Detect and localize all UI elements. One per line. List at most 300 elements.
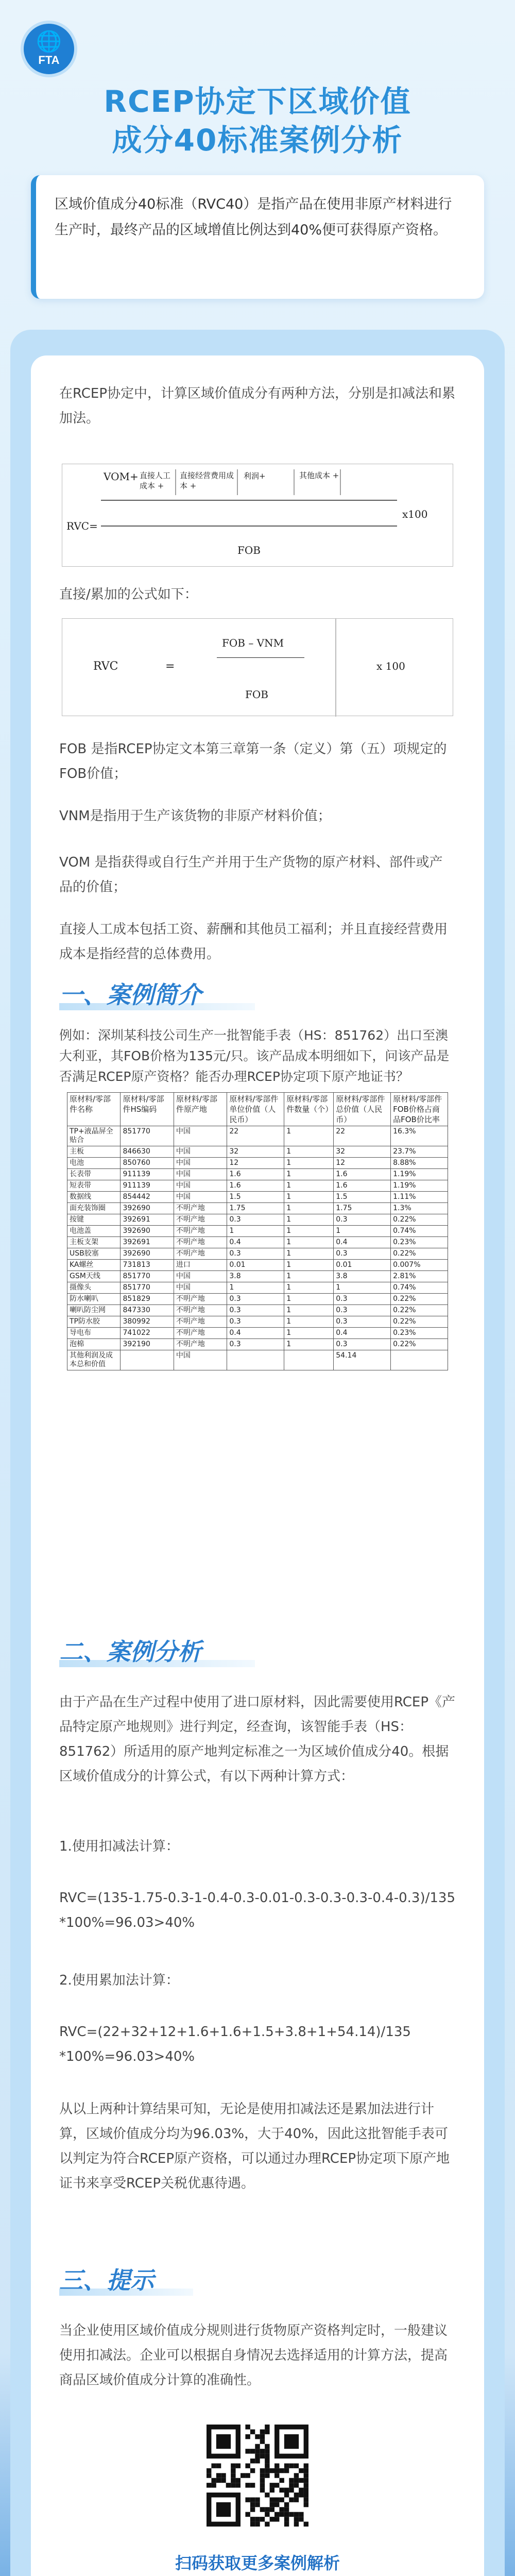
- qr-module: [260, 2473, 265, 2478]
- qr-module: [207, 2473, 211, 2478]
- qr-module: [299, 2488, 303, 2493]
- qr-module: [245, 2425, 250, 2429]
- qr-module: [255, 2517, 260, 2521]
- table-header-row: [67, 1093, 448, 1126]
- qr-module: [250, 2522, 255, 2527]
- table-row: [67, 1203, 448, 1214]
- qr-module: [260, 2478, 265, 2483]
- qr-module: [294, 2497, 299, 2502]
- methods-intro: 在RCEP协定中，计算区域价值成分有两种方法，分别是扣减法和累加法。: [59, 386, 456, 426]
- table-cell: 851770: [121, 1282, 174, 1294]
- table-row: [67, 1169, 448, 1180]
- qr-module: [265, 2463, 269, 2468]
- f1-profit: 利润+: [244, 471, 266, 481]
- qr-module: [304, 2468, 308, 2473]
- table-cell: 12: [334, 1158, 391, 1169]
- table-cell: 0.3: [334, 1305, 391, 1316]
- table-cell: 1: [284, 1169, 334, 1180]
- qr-module: [255, 2444, 260, 2449]
- table-cell: 3.8: [227, 1271, 284, 1282]
- table-cell: 不明产地: [174, 1237, 227, 1248]
- table-cell: 847330: [121, 1305, 174, 1316]
- table-cell: 0.22%: [391, 1316, 448, 1328]
- table-cell: [227, 1350, 284, 1370]
- qr-module: [274, 2468, 279, 2473]
- table-cell: 0.4: [227, 1328, 284, 1339]
- table-cell: 防水喇叭: [67, 1294, 121, 1305]
- logo-text: FTA: [38, 54, 60, 66]
- qr-module: [270, 2502, 274, 2507]
- qr-module: [294, 2483, 299, 2487]
- f1-lhs: RVC=: [66, 520, 98, 532]
- qr-module: [245, 2483, 250, 2487]
- table-cell: 其他利润及成本总和价值: [67, 1350, 121, 1370]
- qr-module: [274, 2502, 279, 2507]
- table-cell: [121, 1350, 174, 1370]
- table-cell: 1.75: [227, 1203, 284, 1214]
- table-cell: 0.3: [334, 1316, 391, 1328]
- table-cell: 1: [284, 1305, 334, 1316]
- qr-module: [260, 2449, 265, 2453]
- table-cell: 主板支架: [67, 1237, 121, 1248]
- qr-module: [265, 2522, 269, 2527]
- qr-module: [284, 2517, 289, 2521]
- table-cell: 0.3: [227, 1339, 284, 1350]
- table-cell: 392690: [121, 1226, 174, 1237]
- table-cell: 不明产地: [174, 1214, 227, 1226]
- qr-module: [284, 2522, 289, 2527]
- qr-module: [304, 2463, 308, 2468]
- table-cell: 0.23%: [391, 1237, 448, 1248]
- table-cell: 进口: [174, 1260, 227, 1271]
- qr-module: [279, 2488, 284, 2493]
- qr-module: [221, 2478, 226, 2483]
- table-cell: 摄像头: [67, 1282, 121, 1294]
- table-cell: 中国: [174, 1282, 227, 1294]
- table-cell: USB胶塞: [67, 1248, 121, 1260]
- table-cell: 短表带: [67, 1180, 121, 1192]
- qr-module: [265, 2468, 269, 2473]
- qr-caption: 扫码获取更多案例解析: [175, 2553, 340, 2573]
- section-title: 二、案例分析: [59, 1638, 201, 1666]
- table-cell: 0.007%: [391, 1260, 448, 1271]
- table-cell: 1: [284, 1180, 334, 1192]
- table-cell: 中国: [174, 1350, 227, 1370]
- section-case-intro: [59, 976, 201, 1018]
- qr-module: [216, 2473, 221, 2478]
- qr-module: [260, 2454, 265, 2459]
- qr-module: [304, 2483, 308, 2487]
- section-case-analysis: [59, 1633, 201, 1674]
- qr-module: [279, 2468, 284, 2473]
- table-cell: 851770: [121, 1271, 174, 1282]
- qr-module: [294, 2512, 299, 2517]
- table-cell: 0.3: [227, 1214, 284, 1226]
- qr-module: [236, 2483, 241, 2487]
- qr-module: [245, 2512, 250, 2517]
- table-cell: 16.3%: [391, 1126, 448, 1146]
- table-row: [67, 1180, 448, 1192]
- table-cell: 1.6: [334, 1169, 391, 1180]
- table-cell: 1: [334, 1282, 391, 1294]
- table-cell: 1: [284, 1260, 334, 1271]
- qr-module: [260, 2429, 265, 2434]
- table-row: [67, 1339, 448, 1350]
- table-cell: 1.6: [227, 1169, 284, 1180]
- table-cell: 不明产地: [174, 1294, 227, 1305]
- table-cell: 1: [284, 1237, 334, 1248]
- table-cell: 中国: [174, 1169, 227, 1180]
- table-cell: 2.81%: [391, 1271, 448, 1282]
- table-cell: KA螺丝: [67, 1260, 121, 1271]
- table-cell: 392691: [121, 1237, 174, 1248]
- qr-module: [294, 2522, 299, 2527]
- qr-module: [255, 2449, 260, 2453]
- qr-module: [279, 2507, 284, 2512]
- qr-module: [304, 2488, 308, 2493]
- qr-module: [304, 2502, 308, 2507]
- col-header: 原材料/零部件名称: [67, 1093, 121, 1126]
- col-header: 原材料/零部件原产地: [174, 1093, 227, 1126]
- qr-module: [299, 2493, 303, 2497]
- table-cell: 731813: [121, 1260, 174, 1271]
- table-cell: 854442: [121, 1192, 174, 1203]
- def-fob: FOB 是指RCEP协定文本第三章第一条（定义）第（五）项规定的FOB价值；: [59, 741, 447, 782]
- qr-module: [211, 2478, 216, 2483]
- qr-module: [216, 2463, 221, 2468]
- section-title: 一、案例简介: [59, 981, 201, 1009]
- qr-module: [255, 2497, 260, 2502]
- table-cell: 0.01: [334, 1260, 391, 1271]
- qr-module: [265, 2454, 269, 2459]
- qr-module: [279, 2512, 284, 2517]
- calc1-title: 1.使用扣减法计算：: [59, 1839, 179, 1854]
- table-cell: 1.6: [227, 1180, 284, 1192]
- qr-module: [294, 2473, 299, 2478]
- table-cell: 0.3: [227, 1294, 284, 1305]
- table-cell: 数据线: [67, 1192, 121, 1203]
- table-cell: 中国: [174, 1192, 227, 1203]
- table-cell: 0.22%: [391, 1248, 448, 1260]
- qr-module: [231, 2483, 235, 2487]
- table-cell: 911139: [121, 1169, 174, 1180]
- page-title-line2: 成分40标准案例分析: [112, 123, 403, 158]
- table-cell: 按键: [67, 1214, 121, 1226]
- formula-buildup: [62, 618, 453, 716]
- qr-module: [304, 2522, 308, 2527]
- table-cell: 1.19%: [391, 1169, 448, 1180]
- table-cell: 1: [284, 1294, 334, 1305]
- table-cell: 1.19%: [391, 1180, 448, 1192]
- f1-mult: x100: [402, 508, 428, 520]
- qr-module: [284, 2502, 289, 2507]
- table-cell: 12: [227, 1158, 284, 1169]
- table-cell: 1: [284, 1248, 334, 1260]
- qr-module: [284, 2512, 289, 2517]
- table-cell: 0.3: [334, 1248, 391, 1260]
- table-cell: 0.3: [334, 1214, 391, 1226]
- qr-module: [289, 2483, 294, 2487]
- qr-module: [245, 2473, 250, 2478]
- qr-module: [265, 2512, 269, 2517]
- qr-module: [304, 2478, 308, 2483]
- table-row: [67, 1126, 448, 1146]
- table-cell: 0.74%: [391, 1226, 448, 1237]
- col-header: 原材料/零部件总价值（人民币）: [334, 1093, 391, 1126]
- qr-module: [255, 2522, 260, 2527]
- table-cell: 846630: [121, 1146, 174, 1158]
- table-cell: 1: [284, 1158, 334, 1169]
- table-cell: 1: [284, 1328, 334, 1339]
- qr-module: [270, 2468, 274, 2473]
- table-cell: 911139: [121, 1180, 174, 1192]
- table-cell: 1: [284, 1146, 334, 1158]
- qr-module: [299, 2512, 303, 2517]
- def-vom: VOM 是指获得或自行生产并用于生产货物的原产材料、部件或产品的价值；: [59, 855, 443, 895]
- table-cell: 电池盖: [67, 1226, 121, 1237]
- qr-module: [236, 2463, 241, 2468]
- conclusion-text: 从以上两种计算结果可知，无论是使用扣减法还是累加法进行计算，区域价值成分均为96.03%，大于40%，因此这批智能手表可以判定为符合RCEP原产资格，可以通过办理RCEP协定项下原产地证书来享受RCEP关税优惠待遇。: [59, 2102, 450, 2191]
- table-row: [67, 1316, 448, 1328]
- table-cell: [284, 1350, 334, 1370]
- table-cell: 0.3: [227, 1248, 284, 1260]
- qr-module: [231, 2473, 235, 2478]
- qr-module: [211, 2483, 216, 2487]
- qr-module: [260, 2483, 265, 2487]
- qr-module: [260, 2488, 265, 2493]
- table-cell: 380992: [121, 1316, 174, 1328]
- f2-fraction-line: [217, 657, 304, 658]
- cost-table: [67, 1092, 448, 1370]
- qr-module: [274, 2517, 279, 2521]
- table-cell: 0.3: [227, 1305, 284, 1316]
- table-cell: 0.22%: [391, 1214, 448, 1226]
- table-cell: 0.3: [227, 1316, 284, 1328]
- qr-module: [265, 2493, 269, 2497]
- qr-module: [260, 2468, 265, 2473]
- qr-module: [265, 2459, 269, 2463]
- table-cell: 1.5: [334, 1192, 391, 1203]
- case-text: 例如：深圳某科技公司生产一批智能手表（HS：851762）出口至澳大利亚，其FOB价格为135元/只。该产品成本明细如下，问该产品是否满足RCEP原产资格？能否办理RCEP协定项下原产地证书？: [59, 1028, 450, 1084]
- qr-module: [299, 2517, 303, 2521]
- table-row: [67, 1158, 448, 1169]
- table-row: [67, 1214, 448, 1226]
- table-cell: 1: [334, 1226, 391, 1237]
- qr-module: [250, 2429, 255, 2434]
- table-cell: 导电布: [67, 1328, 121, 1339]
- qr-module: [270, 2517, 274, 2521]
- qr-module: [284, 2488, 289, 2493]
- table-cell: 0.4: [227, 1237, 284, 1248]
- qr-module: [274, 2512, 279, 2517]
- table-cell: 851829: [121, 1294, 174, 1305]
- qr-module: [250, 2449, 255, 2453]
- qr-module: [211, 2463, 216, 2468]
- f2-numerator: FOB – VNM: [222, 637, 284, 649]
- table-cell: 电池: [67, 1158, 121, 1169]
- analysis-text: 由于产品在生产过程中使用了进口原材料，因此需要使用RCEP《产品特定原产地规则》进行判定，经查询，该智能手表（HS：851762）所适用的原产地判定标准之一为区域价值成分40。根据区域价值成分的计算公式，有以下两种计算方式：: [59, 1694, 456, 1784]
- qr-module: [265, 2507, 269, 2512]
- table-cell: 392690: [121, 1203, 174, 1214]
- table-row: [67, 1248, 448, 1260]
- qr-module: [299, 2478, 303, 2483]
- table-cell: 392190: [121, 1339, 174, 1350]
- table-cell: 0.3: [334, 1339, 391, 1350]
- table-body: [67, 1126, 448, 1370]
- qr-module: [274, 2463, 279, 2468]
- table-cell: 1: [284, 1214, 334, 1226]
- table-cell: 1: [227, 1282, 284, 1294]
- col-header: 原材料/零部件数量（个）: [284, 1093, 334, 1126]
- section-tips: [59, 2262, 154, 2303]
- qr-module: [284, 2507, 289, 2512]
- qr-module: [279, 2478, 284, 2483]
- table-cell: 392690: [121, 1248, 174, 1260]
- table-cell: 1: [284, 1226, 334, 1237]
- table-cell: TP+液晶屏全贴合: [67, 1126, 121, 1146]
- table-cell: 1.11%: [391, 1192, 448, 1203]
- table-cell: 3.8: [334, 1271, 391, 1282]
- table-cell: [391, 1350, 448, 1370]
- qr-module: [216, 2478, 221, 2483]
- qr-module: [231, 2478, 235, 2483]
- tip-text: 当企业使用区域价值成分规则进行货物原产资格判定时，一般建议使用扣减法。企业可以根据自身情况去选择适用的计算方法，提高商品区域价值成分计算的准确性。: [59, 2323, 448, 2388]
- table-row: [67, 1146, 448, 1158]
- f1-vom: VOM+: [104, 470, 139, 483]
- section-title: 三、提示: [59, 2266, 154, 2294]
- qr-module: [260, 2517, 265, 2521]
- table-cell: 1: [227, 1226, 284, 1237]
- qr-module: [236, 2478, 241, 2483]
- table-cell: 中国: [174, 1146, 227, 1158]
- table-cell: 中国: [174, 1126, 227, 1146]
- table-cell: GSM天线: [67, 1271, 121, 1282]
- qr-module: [284, 2463, 289, 2468]
- col-header: 原材料/零部件HS编码: [121, 1093, 174, 1126]
- qr-module: [255, 2454, 260, 2459]
- table-row: [67, 1237, 448, 1248]
- formula-deduction: [62, 464, 453, 567]
- globe-icon: 🌐: [36, 30, 62, 54]
- qr-module: [294, 2493, 299, 2497]
- qr-module: [265, 2473, 269, 2478]
- table-cell: 中国: [174, 1158, 227, 1169]
- table-cell: 主板: [67, 1146, 121, 1158]
- formula2-intro: 直接/累加的公式如下：: [59, 587, 198, 602]
- table-cell: 0.22%: [391, 1294, 448, 1305]
- qr-module: [207, 2483, 211, 2487]
- table-row: [67, 1192, 448, 1203]
- qr-module: [284, 2468, 289, 2473]
- col-header: 原材料/零部件FOB价格占商品FOB价比率: [391, 1093, 448, 1126]
- col-header: 原材料/零部件单位价值（人民币）: [227, 1093, 284, 1126]
- qr-code-image: [207, 2425, 308, 2527]
- qr-module: [231, 2468, 235, 2473]
- fta-logo: [21, 21, 77, 77]
- table-cell: 1.6: [334, 1180, 391, 1192]
- qr-module: [270, 2483, 274, 2487]
- qr-module: [289, 2478, 294, 2483]
- table-row: [67, 1260, 448, 1271]
- def-vnm: VNM是指用于生产该货物的非原产材料价值；: [59, 808, 331, 824]
- qr-module: [299, 2468, 303, 2473]
- table-cell: 23.7%: [391, 1146, 448, 1158]
- table-cell: 不明产地: [174, 1305, 227, 1316]
- qr-module: [265, 2444, 269, 2449]
- table-cell: 22: [227, 1126, 284, 1146]
- qr-module: [250, 2468, 255, 2473]
- qr-module: [245, 2434, 250, 2439]
- f1-expense: 直接经营费用成本 +: [180, 471, 234, 490]
- table-cell: 392691: [121, 1214, 174, 1226]
- f2-eq: =: [165, 660, 175, 673]
- table-cell: 0.22%: [391, 1339, 448, 1350]
- qr-module: [265, 2449, 269, 2453]
- qr-module: [265, 2425, 269, 2429]
- f2-denominator: FOB: [245, 688, 268, 701]
- qr-module: [265, 2429, 269, 2434]
- table-row: [67, 1226, 448, 1237]
- qr-module: [250, 2459, 255, 2463]
- qr-module: [274, 2483, 279, 2487]
- qr-module: [255, 2434, 260, 2439]
- qr-module: [274, 2473, 279, 2478]
- table-cell: 0.22%: [391, 1305, 448, 1316]
- table-cell: 1: [284, 1126, 334, 1146]
- table-cell: 不明产地: [174, 1328, 227, 1339]
- table-cell: 不明产地: [174, 1248, 227, 1260]
- table-cell: 0.3: [334, 1294, 391, 1305]
- qr-module: [294, 2463, 299, 2468]
- table-cell: 8.88%: [391, 1158, 448, 1169]
- f2-divider: [335, 619, 336, 717]
- qr-module: [245, 2463, 250, 2468]
- qr-code[interactable]: [203, 2421, 312, 2530]
- table-row: [67, 1271, 448, 1282]
- table-cell: 1: [284, 1316, 334, 1328]
- qr-module: [260, 2439, 265, 2444]
- table-cell: 0.01: [227, 1260, 284, 1271]
- table-cell: 0.4: [334, 1328, 391, 1339]
- f2-lhs: RVC: [93, 660, 118, 673]
- qr-module: [279, 2497, 284, 2502]
- qr-module: [245, 2449, 250, 2453]
- table-cell: 0.4: [334, 1237, 391, 1248]
- table-cell: 0.74%: [391, 1282, 448, 1294]
- table-row: [67, 1328, 448, 1339]
- qr-module: [255, 2459, 260, 2463]
- qr-module: [255, 2502, 260, 2507]
- table-cell: 1.75: [334, 1203, 391, 1214]
- table-cell: 长表带: [67, 1169, 121, 1180]
- f2-mult: x 100: [376, 660, 405, 672]
- f1-other: 其他成本 +: [299, 471, 339, 480]
- table-cell: 面充装饰圈: [67, 1203, 121, 1214]
- table-cell: 喇叭防尘网: [67, 1305, 121, 1316]
- table-cell: 741022: [121, 1328, 174, 1339]
- table-cell: 54.14: [334, 1350, 391, 1370]
- table-row: [67, 1294, 448, 1305]
- qr-module: [270, 2488, 274, 2493]
- header: [0, 0, 515, 158]
- qr-module: [216, 2502, 231, 2517]
- table-cell: 不明产地: [174, 1339, 227, 1350]
- qr-module: [250, 2502, 255, 2507]
- table-cell: 中国: [174, 1271, 227, 1282]
- qr-module: [245, 2497, 250, 2502]
- qr-module: [231, 2463, 235, 2468]
- qr-module: [289, 2497, 294, 2502]
